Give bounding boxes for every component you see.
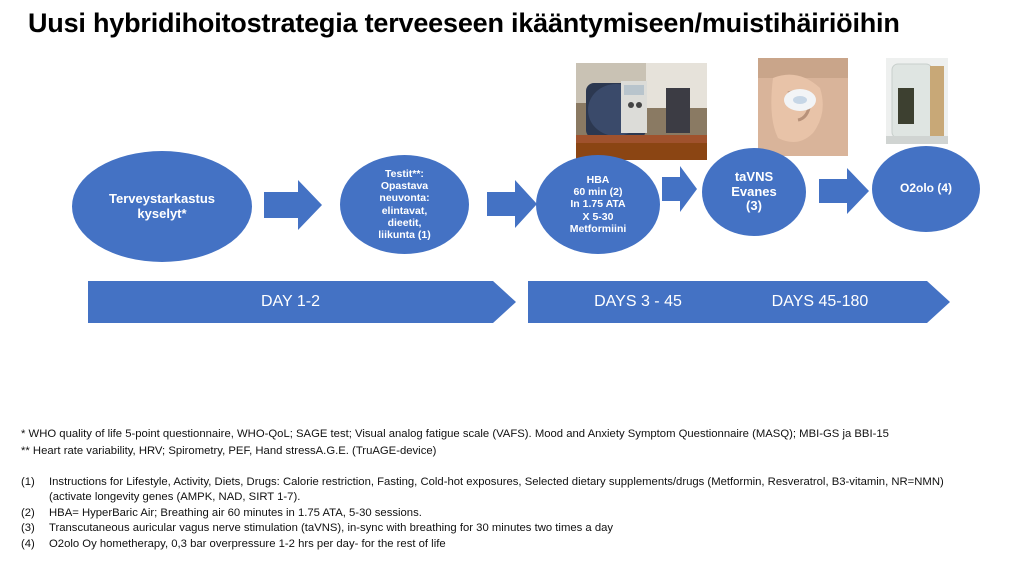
node-testit: Testit**: Opastava neuvonta: elintavat, dieetit, liikunta (1) [340,155,469,254]
note-number: (1) [21,476,35,488]
node-tavns: taVNS Evanes (3) [702,148,806,236]
band-label-days-45-180: DAYS 45-180 [771,293,869,310]
footnote-questionnaires: * WHO quality of life 5-point questionnaire, WHO-QoL; SAGE test; Visual analog fatigue scale (VAFS). Mood and Anxiety Symptom Questionnaire (MASQ); MBI-GS ja BBI-15 [21,428,889,440]
band-label-days-3-45: DAYS 3 - 45 [594,293,682,310]
slide-title: Uusi hybridihoitostrategia terveeseen ikääntymiseen/muistihäiriöihin [28,8,900,38]
node-hba: HBA 60 min (2) In 1.75 ATA X 5-30 Metformiini [536,155,660,254]
note-text: Instructions for Lifestyle, Activity, Diets, Drugs: Calorie restriction, Fasting, Cold-hot exposures, Selected dietary supplements/drugs (Metformin, Resveratrol, B3-vitamin, NR=NMN) [49,476,944,488]
node-terveystarkastus: Terveystarkastus kyselyt* [72,151,252,262]
note-text: (activate longevity genes (AMPK, NAD, SIRT 1-7). [49,491,301,503]
note-number: (3) [21,522,35,534]
node-o2olo: O2olo (4) [872,146,980,232]
footnote-tests: ** Heart rate variability, HRV; Spirometry, PEF, Hand stressA.G.E. (TruAGE-device) [21,445,437,457]
note-text: Transcutaneous auricular vagus nerve stimulation (taVNS), in-sync with breathing for 30 minutes two times a day [49,522,614,534]
note-text: HBA= HyperBaric Air; Breathing air 60 minutes in 1.75 ATA, 5-30 sessions. [49,507,422,519]
band-label-day-1-2: DAY 1-2 [261,293,320,310]
note-number: (4) [21,538,35,550]
note-text: O2olo Oy hometherapy, 0,3 bar overpressure 1-2 hrs per day- for the rest of life [49,538,446,550]
note-number: (2) [21,507,35,519]
